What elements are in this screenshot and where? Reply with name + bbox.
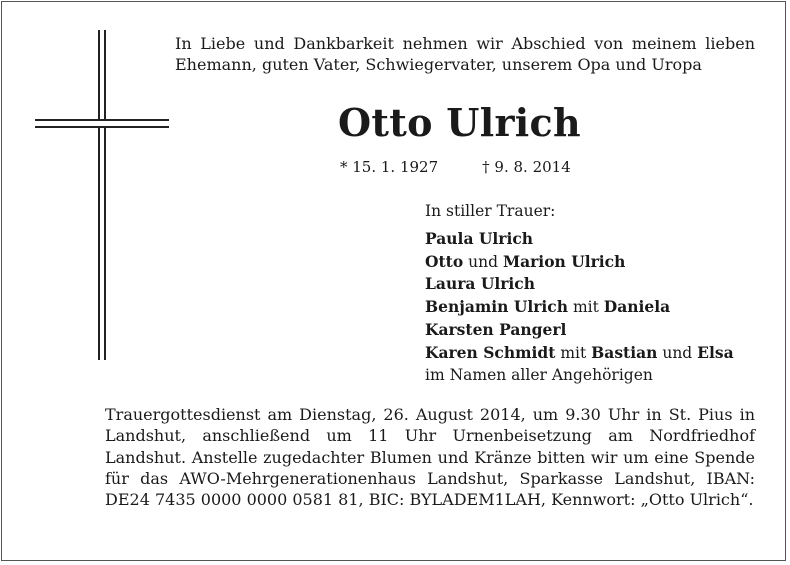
mourner-name: Laura Ulrich (425, 274, 535, 294)
mourner-name: Marion Ulrich (502, 251, 626, 271)
mourners-block (425, 201, 734, 386)
intro-text: In Liebe und Dankbarkeit nehmen wir Abschied von meinem lieben Ehemann, guten Vater, Schwiegervater, unserem Opa und Uropa (175, 34, 755, 74)
cross-vertical-beam (98, 30, 106, 360)
life-dates (340, 158, 571, 176)
mourners-heading: In stiller Trauer: (425, 202, 556, 220)
cross-horizontal-beam (35, 119, 169, 128)
mourner-name: Elsa (697, 342, 734, 362)
service-details: Trauergottesdienst am Dienstag, 26. August 2014, um 9.30 Uhr in St. Pius in Landshut, anschließend um 11 Uhr Urnenbeisetzung am Nordfriedhof Landshut. Anstelle zugedachter Blumen und Kränze bitten wir um eine Spende für das AWO-Mehrgenerationenhaus Landshut, Sparkasse Landshut, IBAN: DE24 7435 0000 0000 0581 81, BIC: BYLADEM1LAH, Kennwort: „Otto Ulrich“. (105, 405, 755, 510)
death-date: † 9. 8. 2014 (482, 158, 571, 176)
mourner-line (425, 251, 734, 274)
mourner-name: Karsten Pangerl (425, 319, 567, 339)
mourner-name: Otto (425, 251, 464, 271)
conjunction: und (468, 252, 498, 271)
deceased-name: Otto Ulrich (338, 100, 581, 145)
mourner-name: Benjamin Ulrich (425, 297, 569, 317)
mourner-line (425, 228, 734, 251)
mourners-closing: im Namen aller Angehörigen (425, 365, 653, 384)
birth-date: * 15. 1. 1927 (340, 158, 439, 176)
conjunction: und (662, 343, 693, 362)
mourner-line (425, 342, 734, 365)
mourner-name: Bastian (591, 342, 658, 362)
mourner-name: Daniela (603, 297, 671, 317)
mourner-line (425, 273, 734, 296)
mourner-line (425, 319, 734, 342)
mourner-name: Paula Ulrich (425, 228, 534, 248)
conjunction: mit (560, 343, 587, 362)
conjunction: mit (572, 298, 599, 317)
mourner-line (425, 296, 734, 319)
mourner-name: Karen Schmidt (425, 342, 556, 362)
